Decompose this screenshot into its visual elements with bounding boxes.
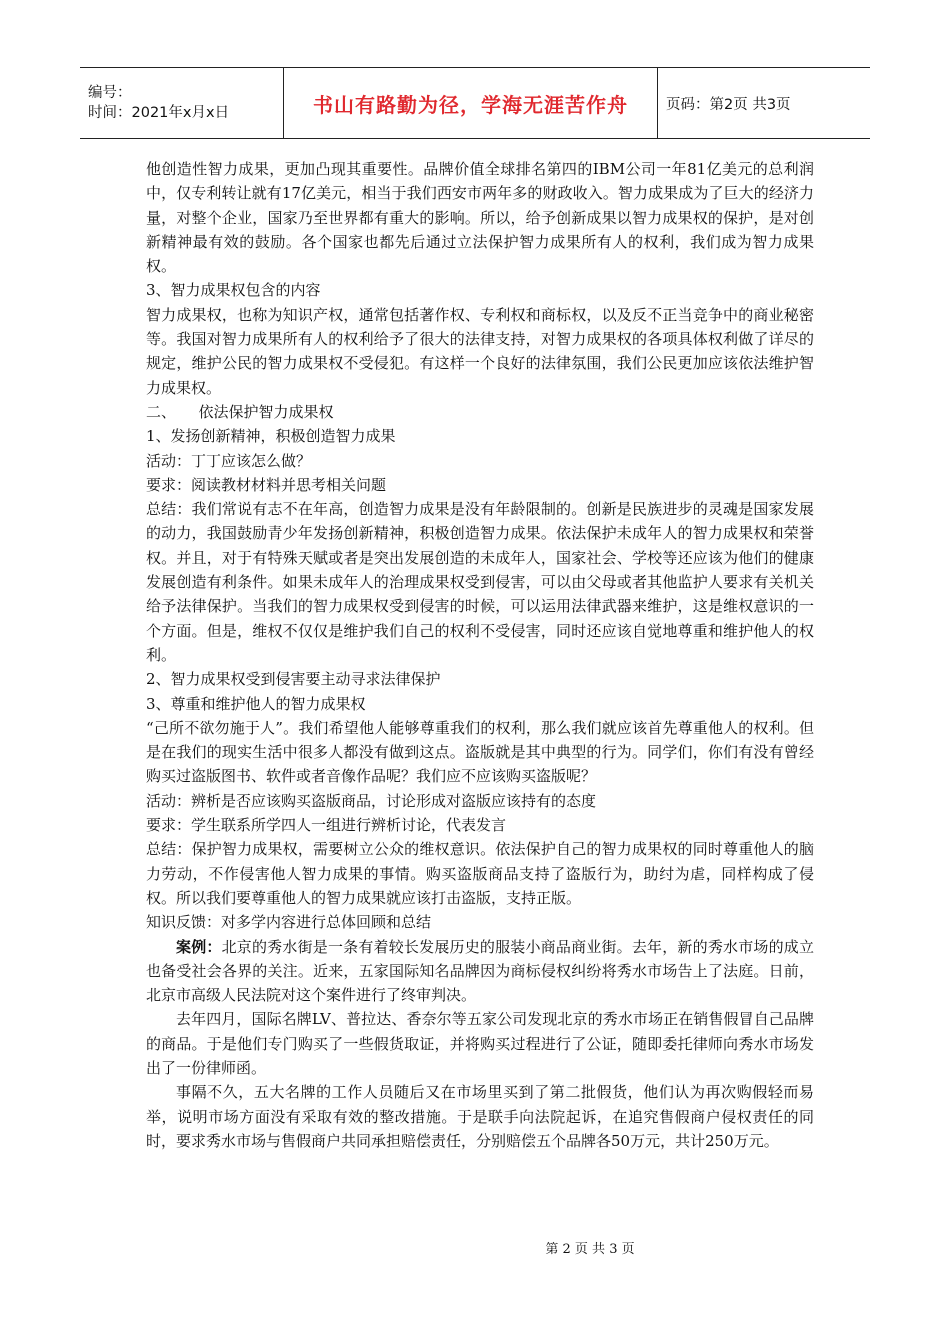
- case-label: 案例：: [176, 937, 222, 956]
- page-footer: 第 2 页 共 3 页: [545, 1242, 635, 1257]
- case-paragraph-2: 去年四月，国际名牌LV、普拉达、香奈尔等五家公司发现北京的秀水市场正在销售假冒自己品牌的商品。于是他们专门购买了一些假货取证，并将购买过程进行了公证，随即委托律师向秀水市场发出了一份律师函。: [146, 1010, 814, 1077]
- page-header: [80, 67, 870, 139]
- summary-paragraph: 总结：保护智力成果权，需要树立公众的维权意识。依法保护自己的智力成果权的同时尊重他人的脑力劳动，不作侵害他人智力成果的事情。购买盗版商品支持了盗版行为，助纣为虐，同样构成了侵权。所以我们要尊重他人的智力成果就应该打击盗版，支持正版。: [146, 840, 814, 907]
- section-heading: 二、 依法保护智力成果权: [146, 402, 334, 421]
- paragraph: 智力成果权，也称为知识产权，通常包括著作权、专利权和商标权，以及反不正当竞争中的商业秘密等。我国对智力成果所有人的权利给予了很大的法律支持，对智力成果权的各项具体权利做了详尽的规定，维护公民的智力成果权不受侵犯。有这样一个良好的法律氛围，我们公民更加应该依法维护智力成果权。: [146, 305, 814, 397]
- paragraph: 他创造性智力成果，更加凸现其重要性。品牌价值全球排名第四的IBM公司一年81亿美元的总利润中，仅专利转让就有17亿美元，相当于我们西安市两年多的财政收入。智力成果成为了巨大的经济力量，对整个企业，国家乃至世界都有重大的影响。所以，给予创新成果以智力成果权的保护，是对创新精神最有效的鼓励。各个国家也都先后通过立法保护智力成果所有人的权利，我们成为智力成果权。: [146, 160, 814, 276]
- summary-paragraph: 总结：我们常说有志不在年高，创造智力成果是没有年龄限制的。创新是民族进步的灵魂是国家发展的动力，我国鼓励青少年发扬创新精神，积极创造智力成果。依法保护未成年人的智力成果权和荣誉权。并且，对于有特殊天赋或者是突出发展创造的未成年人，国家社会、学校等还应该为他们的健康发展创造有利条件。如果未成年人的治理成果权受到侵害，可以由父母或者其他监护人要求有关机关给予法律保护。当我们的智力成果权受到侵害的时候，可以运用法律武器来维护，这是维权意识的一个方面。但是，维权不仅仅是维护我们自己的权利不受侵害，同时还应该自觉地尊重和维护他人的权利。: [146, 500, 814, 664]
- section-heading: 1、发扬创新精神，积极创造智力成果: [146, 427, 396, 446]
- paragraph: “己所不欲勿施于人”。我们希望他人能够尊重我们的权利，那么我们就应该首先尊重他人的权利。但是在我们的现实生活中很多人都没有做到这点。盗版就是其中典型的行为。同学们，你们有没有曾经购买过盗版图书、软件或者音像作品呢？我们应不应该购买盗版呢？: [146, 718, 814, 786]
- feedback-line: 知识反馈：对多学内容进行总体回顾和总结: [146, 913, 432, 932]
- case-paragraph-3: 事隔不久，五大名牌的工作人员随后又在市场里买到了第二批假货，他们认为再次购假轻而易举，说明市场方面没有采取有效的整改措施。于是联手向法院起诉，在追究售假商户侵权责任的同时，要求秀水市场与售假商户共同承担赔偿责任，分别赔偿五个品牌各50万元，共计250万元。: [146, 1083, 814, 1150]
- time-label: 时间：2021年x月x日: [88, 105, 230, 121]
- case-text: 北京的秀水街是一条有着较长发展历史的服装小商品商业街。去年，新的秀水市场的成立也备受社会各界的关注。近来，五家国际知名品牌因为商标侵权纠纷将秀水市场告上了法庭。日前，北京市高级人民法院对这个案件进行了终审判决。: [146, 937, 814, 1005]
- header-page-info: 页码：第2页 共3页: [666, 96, 791, 113]
- section-heading: 2、智力成果权受到侵害要主动寻求法律保护: [146, 670, 441, 689]
- requirement-line: 要求：学生联系所学四人一组进行辨析讨论，代表发言: [146, 816, 507, 835]
- requirement-line: 要求：阅读教材材料并思考相关问题: [146, 475, 387, 494]
- header-motto: 书山有路勤为径，学海无涯苦作舟: [284, 68, 658, 138]
- header-meta: [80, 68, 284, 138]
- activity-line: 活动：丁丁应该怎么做？: [146, 451, 312, 470]
- case-paragraph: [146, 935, 814, 1008]
- section-heading: 3、智力成果权包含的内容: [146, 281, 321, 300]
- number-label: 编号：: [88, 85, 132, 101]
- section-heading: 3、尊重和维护他人的智力成果权: [146, 694, 366, 713]
- document-body: [146, 157, 814, 1153]
- activity-line: 活动：辨析是否应该购买盗版商品，讨论形成对盗版应该持有的态度: [146, 791, 597, 810]
